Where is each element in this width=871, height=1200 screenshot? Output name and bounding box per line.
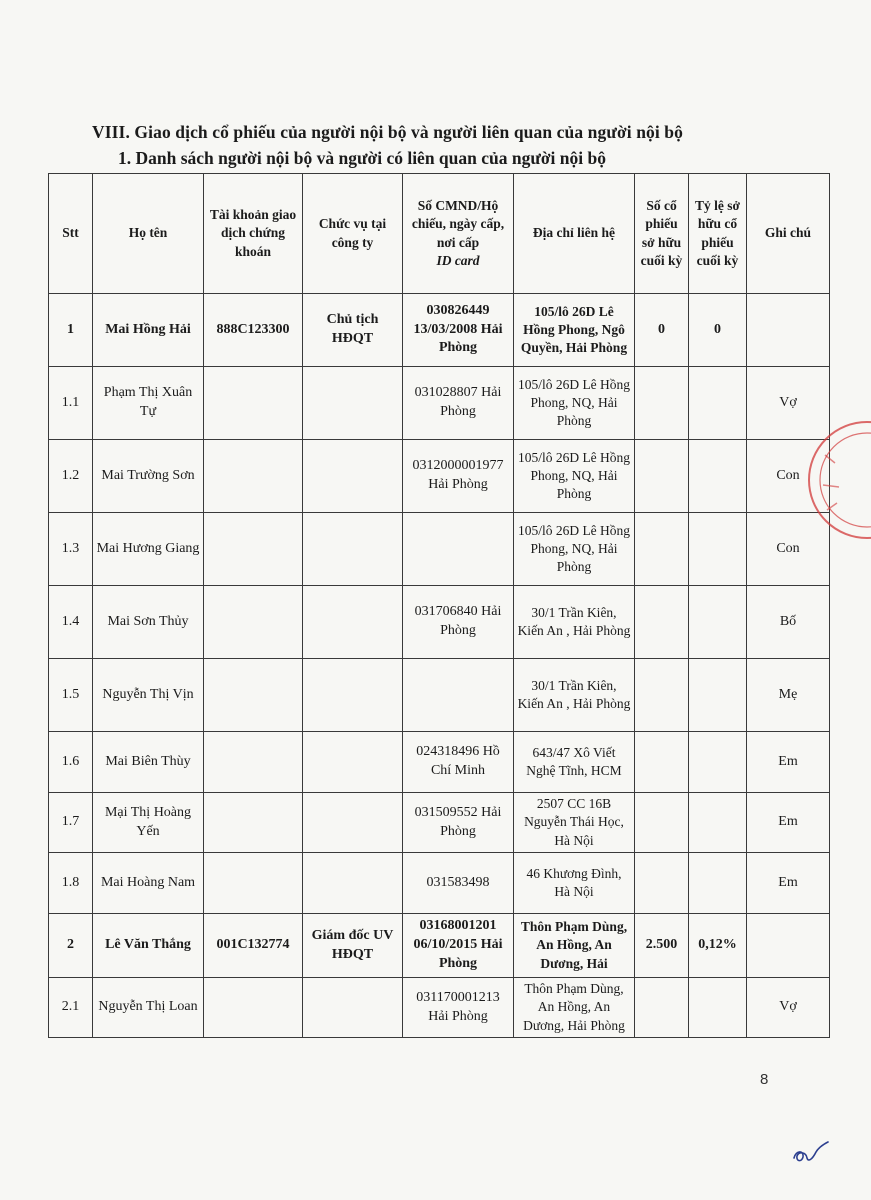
cell-id: 03168001201 06/10/2015 Hải Phòng (403, 914, 514, 978)
cell-shares (635, 513, 689, 586)
table-header-row (49, 174, 830, 294)
cell-position (303, 367, 403, 440)
cell-note: Con (747, 440, 830, 513)
cell-account (204, 440, 303, 513)
cell-id: 031583498 (403, 853, 514, 914)
table-row (49, 513, 830, 586)
cell-account (204, 732, 303, 793)
cell-address: 105/lô 26D Lê Hồng Phong, Ngô Quyền, Hải Phòng (514, 294, 635, 367)
cell-ratio (689, 853, 747, 914)
cell-position: Chủ tịch HĐQT (303, 294, 403, 367)
cell-id: 031706840 Hải Phòng (403, 586, 514, 659)
cell-ratio (689, 367, 747, 440)
cell-account (204, 978, 303, 1038)
cell-stt: 1.1 (49, 367, 93, 440)
cell-note: Mẹ (747, 659, 830, 732)
cell-shares (635, 732, 689, 793)
cell-name: Nguyễn Thị Loan (93, 978, 204, 1038)
cell-shares: 0 (635, 294, 689, 367)
cell-address: 30/1 Trần Kiên, Kiến An , Hải Phòng (514, 659, 635, 732)
header-ratio: Tỷ lệ sở hữu cổ phiếu cuối kỳ (689, 174, 747, 294)
cell-id (403, 513, 514, 586)
cell-account: 001C132774 (204, 914, 303, 978)
cell-id (403, 659, 514, 732)
header-stt: Stt (49, 174, 93, 294)
header-note: Ghi chú (747, 174, 830, 294)
cell-account (204, 853, 303, 914)
cell-stt: 1.2 (49, 440, 93, 513)
cell-account: 888C123300 (204, 294, 303, 367)
cell-shares (635, 367, 689, 440)
cell-stt: 1 (49, 294, 93, 367)
cell-note: Em (747, 732, 830, 793)
cell-stt: 1.6 (49, 732, 93, 793)
table-row (49, 367, 830, 440)
cell-position (303, 853, 403, 914)
table-row (49, 732, 830, 793)
cell-position (303, 440, 403, 513)
header-name: Họ tên (93, 174, 204, 294)
table-row (49, 586, 830, 659)
cell-address: 46 Khương Đình, Hà Nội (514, 853, 635, 914)
cell-id: 024318496 Hồ Chí Minh (403, 732, 514, 793)
cell-name: Phạm Thị Xuân Tự (93, 367, 204, 440)
cell-shares (635, 978, 689, 1038)
header-position: Chức vụ tại công ty (303, 174, 403, 294)
cell-name: Mai Trường Sơn (93, 440, 204, 513)
cell-stt: 1.7 (49, 793, 93, 853)
table-row (49, 978, 830, 1038)
cell-stt: 2 (49, 914, 93, 978)
cell-position (303, 586, 403, 659)
header-address: Địa chỉ liên hệ (514, 174, 635, 294)
cell-ratio (689, 440, 747, 513)
cell-position (303, 732, 403, 793)
cell-position (303, 513, 403, 586)
cell-stt: 1.8 (49, 853, 93, 914)
cell-ratio (689, 659, 747, 732)
cell-ratio (689, 793, 747, 853)
handwritten-initials-icon (790, 1138, 830, 1168)
cell-account (204, 586, 303, 659)
cell-account (204, 793, 303, 853)
insiders-table (48, 173, 830, 1038)
header-id-sub: ID card (436, 252, 480, 268)
cell-address: Thôn Phạm Dùng, An Hồng, An Dương, Hải (514, 914, 635, 978)
cell-address: 105/lô 26D Lê Hồng Phong, NQ, Hải Phòng (514, 440, 635, 513)
cell-note (747, 294, 830, 367)
cell-id: 031509552 Hải Phòng (403, 793, 514, 853)
cell-name: Mai Biên Thùy (93, 732, 204, 793)
cell-id: 031170001213 Hải Phòng (403, 978, 514, 1038)
cell-note: Em (747, 793, 830, 853)
cell-name: Mai Hương Giang (93, 513, 204, 586)
section-subheading: 1. Danh sách người nội bộ và người có liên quan của người nội bộ (118, 148, 606, 168)
cell-name: Lê Văn Thắng (93, 914, 204, 978)
cell-shares: 2.500 (635, 914, 689, 978)
cell-account (204, 513, 303, 586)
table-row (49, 659, 830, 732)
table-row (49, 853, 830, 914)
cell-shares (635, 853, 689, 914)
cell-position (303, 978, 403, 1038)
cell-ratio: 0,12% (689, 914, 747, 978)
company-stamp (805, 405, 871, 555)
cell-address: 2507 CC 16B Nguyễn Thái Học, Hà Nội (514, 793, 635, 853)
page-number: 8 (760, 1071, 769, 1088)
cell-position (303, 793, 403, 853)
table-row (49, 793, 830, 853)
cell-note: Vợ (747, 367, 830, 440)
cell-ratio: 0 (689, 294, 747, 367)
cell-stt: 1.5 (49, 659, 93, 732)
cell-stt: 2.1 (49, 978, 93, 1038)
header-shares: Số cổ phiếu sở hữu cuối kỳ (635, 174, 689, 294)
cell-shares (635, 659, 689, 732)
cell-name: Mai Hồng Hải (93, 294, 204, 367)
cell-stt: 1.3 (49, 513, 93, 586)
cell-position: Giám đốc UV HĐQT (303, 914, 403, 978)
cell-note: Bố (747, 586, 830, 659)
cell-note: Vợ (747, 978, 830, 1038)
cell-id: 030826449 13/03/2008 Hải Phòng (403, 294, 514, 367)
table-row (49, 440, 830, 513)
cell-id: 0312000001977 Hải Phòng (403, 440, 514, 513)
cell-address: 643/47 Xô Viết Nghệ Tĩnh, HCM (514, 732, 635, 793)
cell-ratio (689, 513, 747, 586)
cell-note: Em (747, 853, 830, 914)
cell-name: Mai Sơn Thủy (93, 586, 204, 659)
cell-stt: 1.4 (49, 586, 93, 659)
cell-address: 30/1 Trần Kiên, Kiến An , Hải Phòng (514, 586, 635, 659)
cell-address: 105/lô 26D Lê Hồng Phong, NQ, Hải Phòng (514, 367, 635, 440)
header-id (403, 174, 514, 294)
cell-shares (635, 793, 689, 853)
cell-name: Nguyễn Thị Vịn (93, 659, 204, 732)
cell-account (204, 659, 303, 732)
section-heading: VIII. Giao dịch cổ phiếu của người nội bộ và người liên quan của người nội bộ (92, 122, 683, 142)
cell-id: 031028807 Hải Phòng (403, 367, 514, 440)
cell-address: Thôn Phạm Dùng, An Hồng, An Dương, Hải Phòng (514, 978, 635, 1038)
table-row (49, 294, 830, 367)
cell-position (303, 659, 403, 732)
cell-note: Con (747, 513, 830, 586)
cell-note (747, 914, 830, 978)
cell-ratio (689, 586, 747, 659)
cell-address: 105/lô 26D Lê Hồng Phong, NQ, Hải Phòng (514, 513, 635, 586)
cell-shares (635, 440, 689, 513)
cell-name: Mại Thị Hoàng Yến (93, 793, 204, 853)
cell-ratio (689, 732, 747, 793)
header-id-main: Số CMND/Hộ chiếu, ngày cấp, nơi cấp (411, 198, 505, 250)
cell-account (204, 367, 303, 440)
table-row (49, 914, 830, 978)
cell-ratio (689, 978, 747, 1038)
header-account: Tài khoản giao dịch chứng khoán (204, 174, 303, 294)
cell-name: Mai Hoàng Nam (93, 853, 204, 914)
cell-shares (635, 586, 689, 659)
